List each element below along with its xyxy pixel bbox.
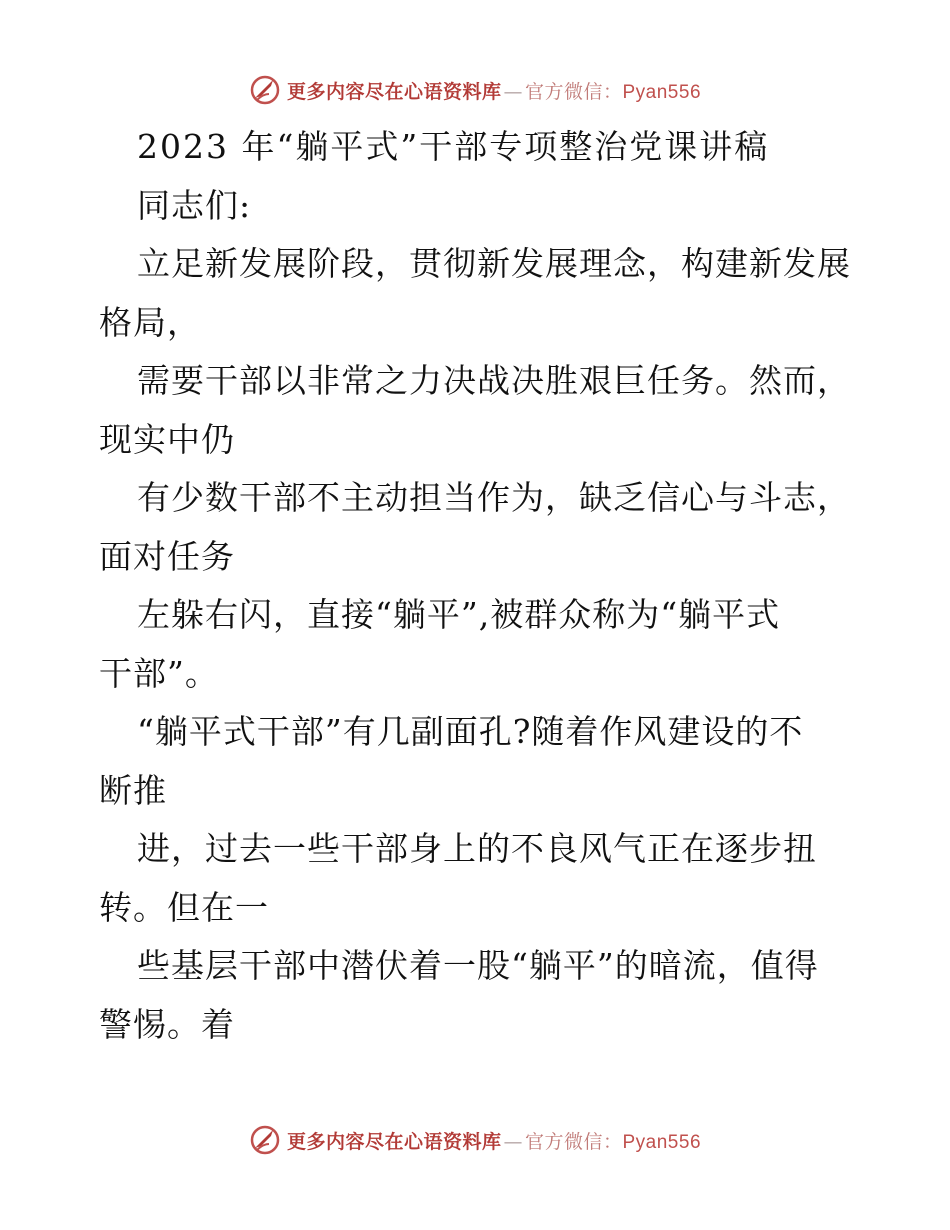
text-line: 干部”。 xyxy=(99,653,219,693)
text-line: 立足新发展阶段，贯彻新发展理念，构建新发展 xyxy=(137,244,851,283)
text-line: 需要干部以非常之力决战决胜艰巨任务。然而， xyxy=(137,361,851,400)
text-line: 面对任务 xyxy=(99,536,235,576)
header-separator: — xyxy=(503,80,523,103)
text-line: 转。但在一 xyxy=(99,887,269,927)
footer-watermark xyxy=(0,1120,950,1160)
text-line: 警惕。着 xyxy=(99,1004,235,1044)
quill-logo-icon xyxy=(249,74,281,106)
text-line: 同志们: xyxy=(137,185,252,225)
text-line: 有少数干部不主动担当作为，缺乏信心与斗志， xyxy=(137,478,851,517)
header-contact-label: 官方微信： xyxy=(524,80,623,103)
footer-separator: — xyxy=(503,1130,523,1153)
text-line: 些基层干部中潜伏着一股“躺平”的暗流，值得 xyxy=(137,946,819,985)
document-lines xyxy=(99,177,859,1055)
document-body xyxy=(99,118,859,1054)
document-title: 2023 年“躺平式”干部专项整治党课讲稿 xyxy=(137,127,770,166)
text-line: 断推 xyxy=(99,770,167,810)
footer-contact-label: 官方微信： xyxy=(524,1130,623,1153)
header-brand: 更多内容尽在心语资料库 xyxy=(286,80,502,103)
text-line: 格局， xyxy=(99,302,201,342)
footer-contact-id: Pyan556 xyxy=(622,1131,702,1153)
text-line: 现实中仍 xyxy=(99,419,235,459)
footer-brand: 更多内容尽在心语资料库 xyxy=(286,1130,502,1153)
quill-logo-icon xyxy=(249,1124,281,1156)
header-watermark xyxy=(0,70,950,110)
text-line: 左躲右闪，直接“躺平”,被群众称为“躺平式 xyxy=(137,595,781,634)
text-line: 进，过去一些干部身上的不良风气正在逐步扭 xyxy=(137,829,817,868)
header-contact-id: Pyan556 xyxy=(622,81,702,103)
text-line: “躺平式干部”有几副面孔?随着作风建设的不 xyxy=(137,712,804,751)
